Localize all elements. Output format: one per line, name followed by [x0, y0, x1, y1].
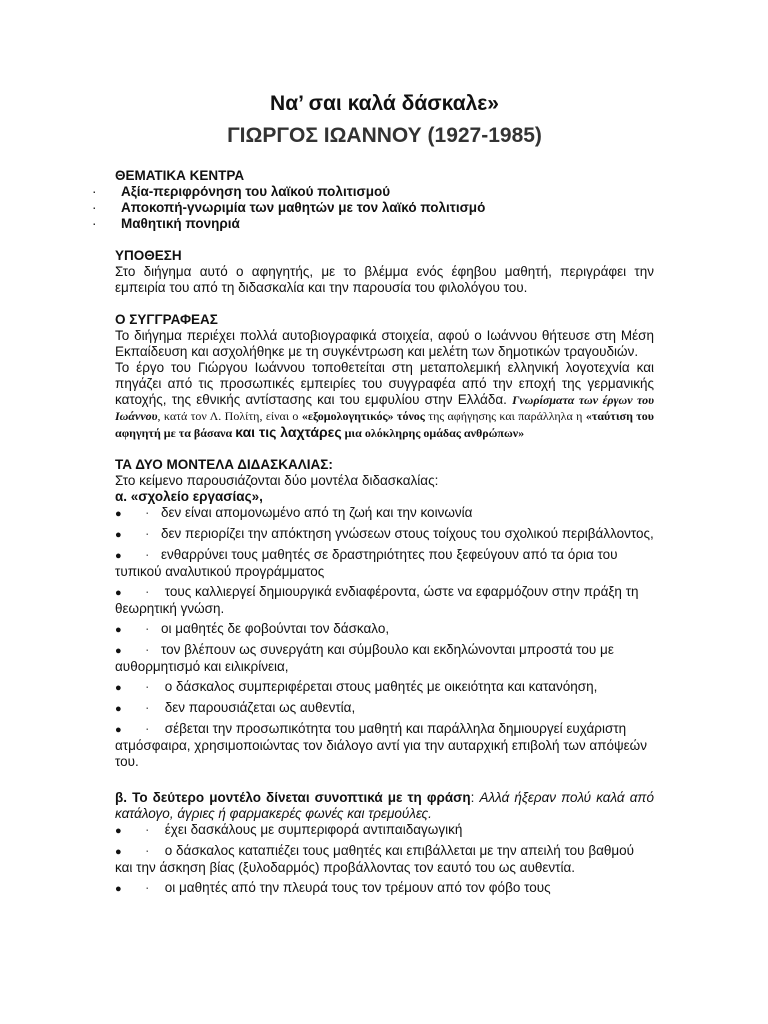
theme-text: Μαθητική πονηριά — [121, 216, 240, 231]
dot-icon: · — [145, 584, 150, 599]
writer-emphasis: «ταύτιση του αφηγητή με τα βάσανα — [115, 409, 655, 440]
theme-text: Αποκοπή-γνωριμία των μαθητών με τον λαϊκό πολιτισμό — [121, 200, 486, 215]
model-b-colon: : — [470, 790, 480, 805]
dot-icon: · — [145, 505, 150, 520]
dot-icon: · — [145, 679, 150, 694]
bullet-icon: ● — [115, 587, 122, 599]
list-text: ο δάσκαλος καταπιέζει τους μαθητές και επιβάλλεται με την απειλή του βαθμού και την άσκηση βίας (ξυλοδαρμός) προβάλλοντας τον εαυτό του ως αυθεντία. — [115, 843, 635, 875]
list-marker: · — [92, 200, 97, 215]
list-item — [115, 584, 654, 617]
models-section — [115, 457, 654, 897]
list-item — [115, 526, 654, 543]
list-item — [115, 721, 654, 770]
writer-heading: Ο ΣΥΓΓΡΑΦΕΑΣ — [115, 312, 218, 327]
plot-heading: ΥΠΟΘΕΣΗ — [115, 248, 182, 263]
list-text: τον βλέπουν ως συνεργάτη και σύμβουλο και εκδηλώνονται μπροστά του με αυθορμητισμό και ειλικρίνεια, — [115, 642, 614, 674]
list-item — [92, 216, 654, 232]
bullet-icon: ● — [115, 645, 122, 657]
writer-emphasis: «εξομολογητικός» τόνος — [301, 409, 425, 423]
list-text: δεν είναι απομονωμένο από τη ζωή και την κοινωνία — [161, 505, 473, 520]
list-item — [115, 843, 654, 876]
dot-icon: · — [145, 721, 150, 736]
writer-text: , κατά τον Λ. Πολίτη, είναι ο — [157, 409, 302, 423]
bullet-icon: ● — [115, 550, 122, 562]
list-text: οι μαθητές από την πλευρά τους τον τρέμουν από τον φόβο τους — [161, 880, 551, 895]
list-item — [115, 822, 654, 839]
themes-list — [92, 184, 654, 232]
list-item — [115, 621, 654, 638]
list-text: ο δάσκαλος συμπεριφέρεται στους μαθητές με οικειότητα και κατανόηση, — [161, 679, 598, 694]
model-b-heading: β. Το δεύτερο μοντέλο δίνεται συνοπτικά με τη φράση — [115, 790, 471, 805]
writer-text: της αφήγησης και παράλληλα η — [424, 409, 586, 423]
list-marker: · — [92, 184, 97, 199]
list-item — [115, 700, 654, 717]
dot-icon: · — [145, 547, 150, 562]
models-intro: Στο κείμενο παρουσιάζονται δύο μοντέλα διδασκαλίας: — [115, 473, 439, 488]
list-item — [92, 184, 654, 200]
list-item — [115, 679, 654, 696]
dot-icon: · — [145, 843, 150, 858]
list-item — [115, 642, 654, 675]
bullet-icon: ● — [115, 883, 122, 895]
bullet-icon: ● — [115, 724, 122, 736]
writer-paragraph-1: Το διήγημα περιέχει πολλά αυτοβιογραφικά στοιχεία, αφού ο Ιωάννου θήτευσε στη Μέση Εκπαίδευση και ασχολήθηκε με τη συγκέντρωση και μελέτη των δημοτικών τραγουδιών. — [115, 328, 654, 359]
author-heading: ΓΙΩΡΓΟΣ ΙΩΑΝΝΟΥ (1927-1985) — [227, 124, 542, 147]
bullet-icon: ● — [115, 529, 122, 541]
dot-icon: · — [145, 642, 150, 657]
model-b-list — [115, 822, 654, 897]
list-text: οι μαθητές δε φοβούνται τον δάσκαλο, — [161, 621, 390, 636]
bullet-icon: ● — [115, 846, 122, 858]
writer-emphasis: Γνωρίσματα των έργων του Ιωάννου — [115, 393, 655, 423]
list-text: σέβεται την προσωπικότητα του μαθητή και παράλληλα δημιουργεί ευχάριστη ατμόσφαιρα, χρησιμοποιώντας τον διάλογο αντί για την αυταρχική επιβολή των απόψεών του. — [115, 721, 647, 769]
writer-paragraph-2 — [115, 360, 654, 441]
list-text: δεν παρουσιάζεται ως αυθεντία, — [161, 700, 356, 715]
list-text: δεν περιορίζει την απόκτηση γνώσεων στους τοίχους του σχολικού περιβάλλοντος, — [161, 526, 654, 541]
list-text: τους καλλιεργεί δημιουργικά ενδιαφέροντα, ώστε να εφαρμόζουν στην πράξη τη θεωρητική γνώση. — [115, 584, 639, 616]
model-b-quote: Αλλά ήξεραν πολύ καλά από κατάλογο, άγριες ή φαρμακερές φωνές και τρεμούλες. — [115, 790, 654, 821]
document-title: Να’ σαι καλά δάσκαλε» — [270, 92, 499, 115]
dot-icon: · — [145, 621, 150, 636]
dot-icon: · — [145, 526, 150, 541]
writer-text: Το έργο του Γιώργου Ιωάννου τοποθετείται στη μεταπολεμική ελληνική λογοτεχνία και πηγάζει από τις προσωπικές εμπειρίες του συγγραφέα από την εποχή της γερμανικής κατοχής, της εθνικής αντίστασης και του εμφυλίου στην Ελλάδα. — [115, 360, 654, 407]
list-item — [115, 880, 654, 897]
dot-icon: · — [145, 880, 150, 895]
list-marker: · — [92, 216, 97, 231]
themes-heading: ΘΕΜΑΤΙΚΑ ΚΕΝΤΡΑ — [115, 168, 245, 183]
list-item — [92, 200, 654, 216]
bullet-icon: ● — [115, 682, 122, 694]
list-item — [115, 547, 654, 580]
models-heading: ΤΑ ΔΥΟ ΜΟΝΤΕΛΑ ΔΙΔΑΣΚΑΛΙΑΣ: — [115, 457, 333, 472]
model-a-list — [115, 505, 654, 770]
bullet-icon: ● — [115, 624, 122, 636]
bullet-icon: ● — [115, 703, 122, 715]
model-a-heading: α. «σχολείο εργασίας», — [115, 489, 263, 504]
writer-emphasis: μια ολόκληρης ομάδας ανθρώπων» — [341, 426, 525, 440]
list-text: ενθαρρύνει τους μαθητές σε δραστηριότητες που ξεφεύγουν από τα όρια του τυπικού αναλυτικού προγράμματος — [115, 547, 618, 579]
writer-emphasis: και τις λαχτάρες — [235, 424, 342, 440]
bullet-icon: ● — [115, 825, 122, 837]
dot-icon: · — [145, 700, 150, 715]
list-text: έχει δασκάλους με συμπεριφορά αντιπαιδαγωγική — [161, 822, 463, 837]
model-b-intro — [115, 790, 654, 822]
list-item — [115, 505, 654, 522]
plot-section — [115, 248, 654, 296]
bullet-icon: ● — [115, 508, 122, 520]
theme-text: Αξία-περιφρόνηση του λαϊκού πολιτισμού — [121, 184, 391, 199]
themes-section — [92, 168, 654, 232]
writer-section — [115, 312, 654, 441]
plot-text: Στο διήγημα αυτό ο αφηγητής, με το βλέμμα ενός έφηβου μαθητή, περιγράφει την εμπειρία του από τη διδασκαλία και την παρουσία του φιλολόγου του. — [115, 264, 654, 295]
dot-icon: · — [145, 822, 150, 837]
